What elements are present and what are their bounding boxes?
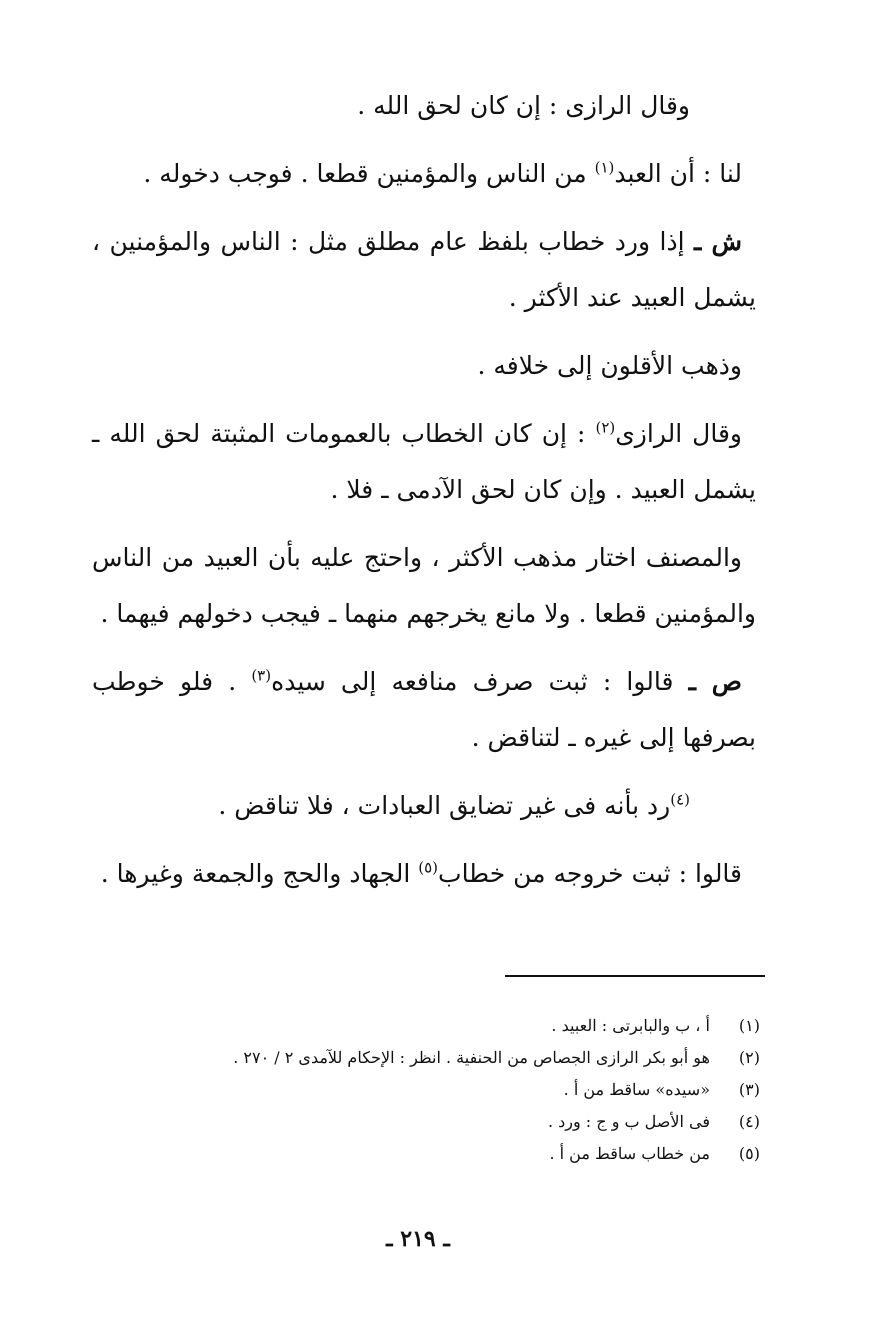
text-run: . فلو خوطب بصرفها إلى غيره ـ لتناقض . — [92, 667, 756, 752]
footnote-text: «سيده» ساقط من أ . — [563, 1080, 710, 1099]
footnote-number: (٤) — [738, 1112, 760, 1131]
paragraph-8 — [92, 778, 756, 834]
text-run: قالوا : ثبت خروجه من خطاب — [438, 859, 742, 888]
footnote-number: (١) — [738, 1016, 760, 1035]
footnote-text: من خطاب ساقط من أ . — [549, 1144, 710, 1163]
main-text — [92, 78, 756, 902]
text-run: وقال الرازى : إن كان لحق الله . — [357, 91, 690, 120]
text-run: وقال الرازى — [615, 419, 742, 448]
paragraph-5 — [92, 406, 756, 518]
footnote-text: فى الأصل ب و ج : ورد . — [547, 1112, 710, 1131]
text-run: إذا ورد خطاب بلفظ عام مطلق مثل : الناس والمؤمنين ، يشمل العبيد عند الأكثر . — [92, 227, 756, 312]
section-marker-sad: ص ـ — [688, 667, 742, 696]
footnote-ref-3[interactable]: (٣) — [251, 666, 272, 685]
text-run: : إن كان الخطاب بالعمومات المثبتة لحق الله ـ يشمل العبيد . وإن كان لحق الآدمى ـ فلا . — [92, 419, 756, 504]
footnote-number: (٣) — [738, 1080, 760, 1099]
text-run: رد بأنه فى غير تضايق العبادات ، فلا تناقض . — [218, 791, 671, 820]
footnote-5 — [100, 1138, 760, 1170]
footnote-text: هو أبو بكر الرازى الجصاص من الحنفية . انظر : الإحكام للآمدى ٢ / ٢٧٠ . — [233, 1048, 710, 1067]
paragraph-4 — [92, 338, 756, 394]
footnote-divider — [505, 975, 765, 977]
paragraph-3 — [92, 214, 756, 326]
footnote-4 — [100, 1106, 760, 1138]
footnote-1 — [100, 1010, 760, 1042]
footnote-number: (٢) — [738, 1048, 760, 1067]
text-run: من الناس والمؤمنين قطعا . فوجب دخوله . — [143, 159, 595, 188]
text-run: قالوا : ثبت صرف منافعه إلى سيده — [271, 667, 689, 696]
footnote-ref-2[interactable]: (٢) — [595, 418, 616, 437]
footnote-ref-4[interactable]: (٤) — [670, 790, 690, 809]
paragraph-9 — [92, 846, 756, 902]
text-run: لنا : أن العبد — [614, 159, 742, 188]
paragraph-1 — [92, 78, 756, 134]
text-run: والمصنف اختار مذهب الأكثر ، واحتج عليه بأن العبيد من الناس والمؤمنين قطعا . ولا مانع يخرجهم منهما ـ فيجب دخولهم فيهما . — [92, 543, 756, 628]
paragraph-2 — [92, 146, 756, 202]
text-run: وذهب الأقلون إلى خلافه . — [477, 351, 742, 380]
footnotes — [100, 1010, 760, 1170]
footnote-2 — [100, 1042, 760, 1074]
footnote-ref-5[interactable]: (٥) — [418, 858, 439, 877]
text-run: الجهاد والحج والجمعة وغيرها . — [100, 859, 419, 888]
footnote-3 — [100, 1074, 760, 1106]
paragraph-6 — [92, 530, 756, 642]
section-marker-sh: ش ـ — [693, 227, 742, 256]
footnote-text: أ ، ب والبابرتى : العبيد . — [551, 1016, 710, 1035]
footnote-ref-1[interactable]: (١) — [594, 158, 615, 177]
footnote-number: (٥) — [738, 1144, 760, 1163]
page-number: ـ ٢١٩ ـ — [386, 1226, 450, 1252]
paragraph-7 — [92, 654, 756, 766]
